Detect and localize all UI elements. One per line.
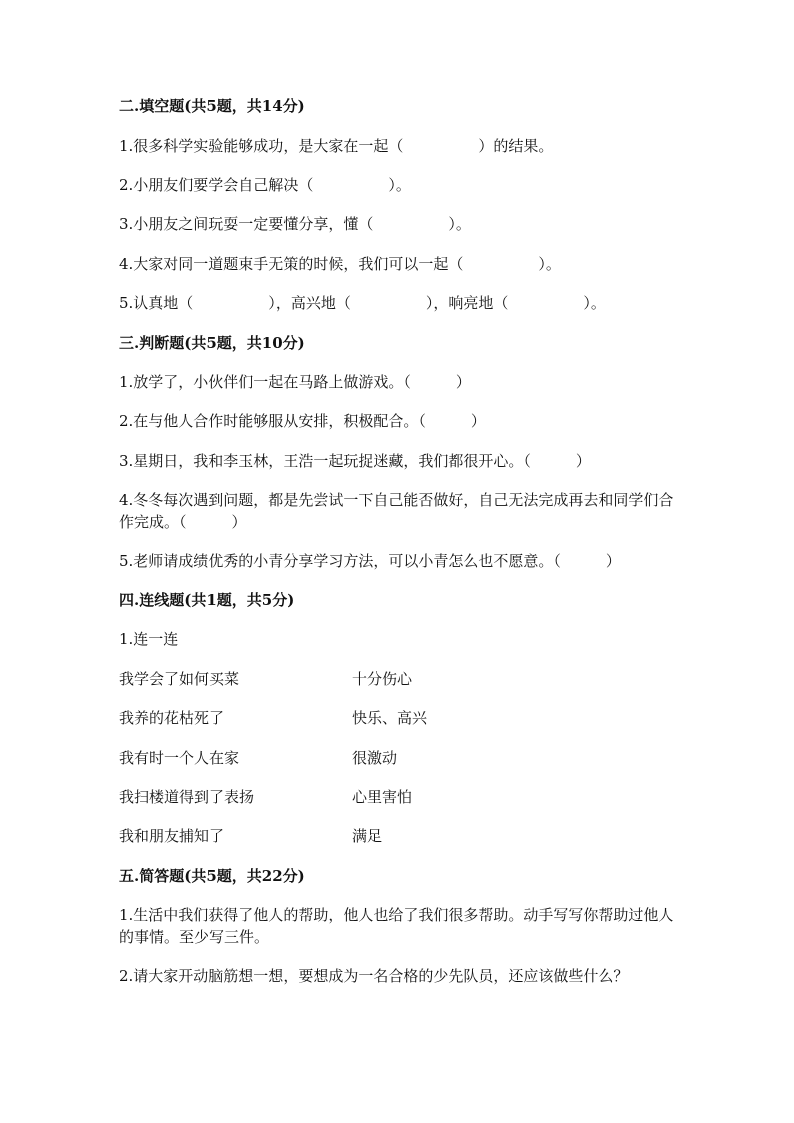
judgment-question-2: 2.在与他人合作时能够服从安排，积极配合。（ ） <box>119 412 486 430</box>
judgment-question-5: 5.老师请成绩优秀的小青分享学习方法，可以小青怎么也不愿意。（ ） <box>119 552 621 570</box>
judgment-question-1: 1.放学了，小伙伴们一起在马路上做游戏。（ ） <box>119 373 471 391</box>
match-left-item: 我扫楼道得到了表扬 <box>119 788 255 806</box>
fill-blank-question-1: 1.很多科学实验能够成功，是大家在一起（ ）的结果。 <box>119 137 554 155</box>
match-right-item: 十分伤心 <box>352 670 413 688</box>
fill-blank-question-5: 5.认真地（ ），高兴地（ ），响亮地（ ）。 <box>119 294 606 312</box>
section-heading-matching: 四.连线题(共1题，共5分) <box>119 591 295 609</box>
match-left-item: 我有时一个人在家 <box>119 749 240 767</box>
match-left-item: 我养的花枯死了 <box>119 709 225 727</box>
judgment-question-4: 4.冬冬每次遇到问题，都是先尝试一下自己能否做好，自己无法完成再去和同学们合作完成。（ ） <box>119 491 674 531</box>
match-right-item: 很激动 <box>352 749 398 767</box>
section-heading-judgment: 三.判断题(共5题，共10分) <box>119 334 305 352</box>
judgment-question-3: 3.星期日，我和李玉林，王浩一起玩捉迷藏，我们都很开心。（ ） <box>119 452 591 470</box>
fill-blank-question-3: 3.小朋友之间玩耍一定要懂分享，懂（ ）。 <box>119 215 471 233</box>
fill-blank-question-2: 2.小朋友们要学会自己解决（ ）。 <box>119 176 411 194</box>
fill-blank-question-4: 4.大家对同一道题束手无策的时候，我们可以一起（ ）。 <box>119 255 561 273</box>
match-right-item: 心里害怕 <box>352 788 413 806</box>
section-heading-fill-blank: 二.填空题(共5题，共14分) <box>119 97 305 115</box>
match-left-item: 我和朋友捕知了 <box>119 827 225 845</box>
section-heading-short-answer: 五.简答题(共5题，共22分) <box>119 867 305 885</box>
short-answer-question-2: 2.请大家开动脑筋想一想，要想成为一名合格的少先队员，还应该做些什么？ <box>119 967 629 985</box>
match-right-item: 快乐、高兴 <box>352 709 428 727</box>
short-answer-question-1: 1.生活中我们获得了他人的帮助，他人也给了我们很多帮助。动手写写你帮助过他人的事情。至少写三件。 <box>119 906 674 946</box>
match-right-item: 满足 <box>352 827 383 845</box>
matching-question-1: 1.连一连 <box>119 630 179 648</box>
match-left-item: 我学会了如何买菜 <box>119 670 240 688</box>
